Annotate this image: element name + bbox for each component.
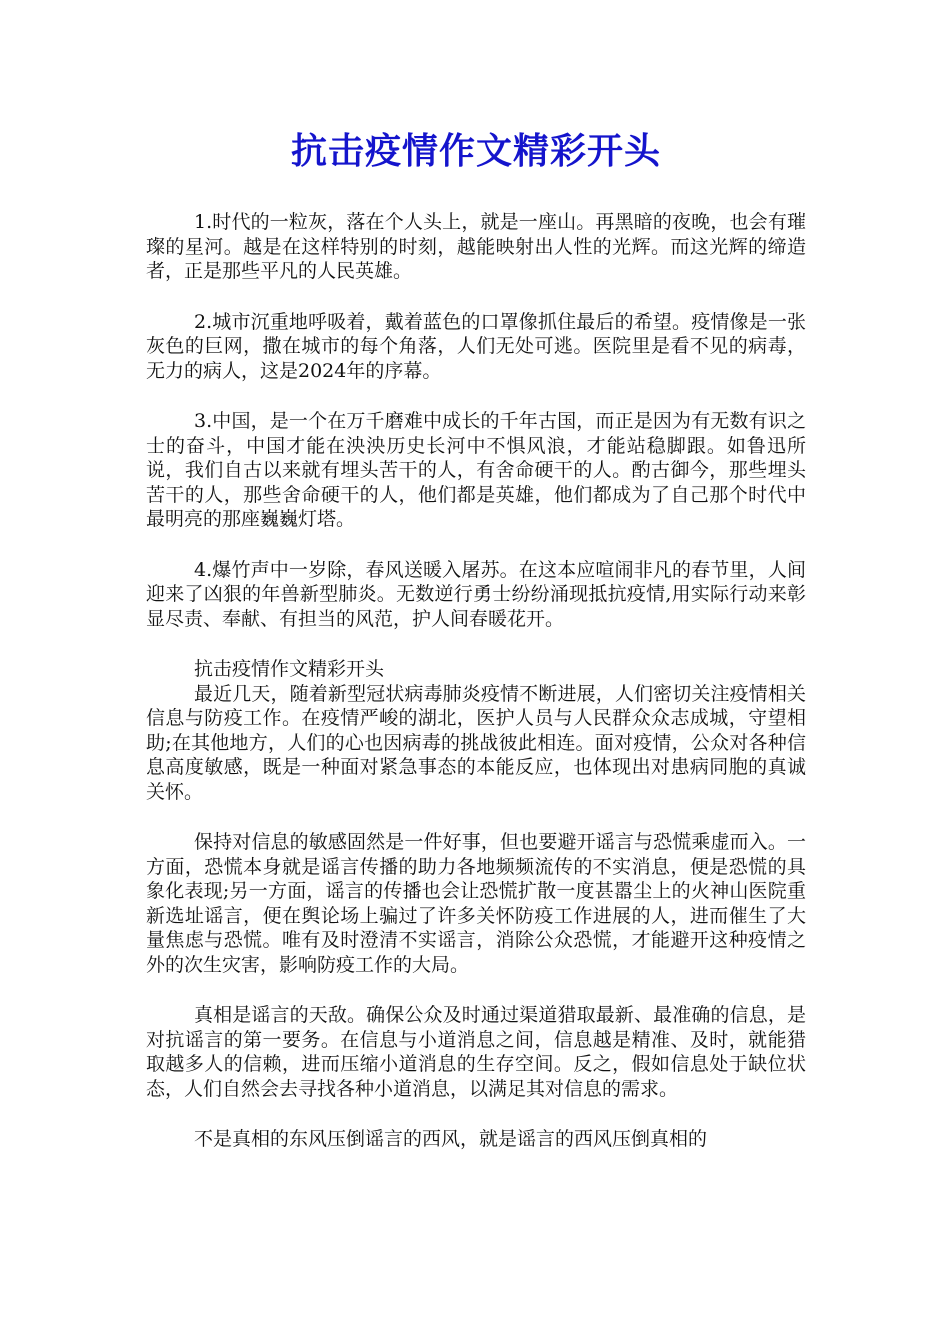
body-paragraph-2: 保持对信息的敏感固然是一件好事，但也要避开谣言与恐慌乘虚而入。一方面，恐慌本身就是谣言传播的助力各地频频流传的不实消息，便是恐慌的具象化表现;另一方面，谣言的传播也会让恐慌扩散一度甚嚣尘上的火神山医院重新选址谣言，便在舆论场上骗过了许多关怀防疫工作进展的人，进而催生了大量焦虑与恐慌。唯有及时澄清不实谣言，消除公众恐慌，才能避开这种疫情之外的次生灾害，影响防疫工作的大局。 xyxy=(146,831,806,976)
paragraph-1: 1.时代的一粒灰，落在个人头上，就是一座山。再黑暗的夜晚，也会有璀璨的星河。越是在这样特别的时刻，越能映射出人性的光辉。而这光辉的缔造者，正是那些平凡的人民英雄。 xyxy=(146,211,806,282)
document-page xyxy=(146,120,806,1178)
paragraph-2: 2.城市沉重地呼吸着，戴着蓝色的口罩像抓住最后的希望。疫情像是一张灰色的巨网，撒在城市的每个角落，人们无处可逃。医院里是看不见的病毒，无力的病人，这是2024年的序幕。 xyxy=(146,310,806,382)
section-subheading: 抗击疫情作文精彩开头 xyxy=(194,658,385,680)
paragraph-3: 3.中国，是一个在万千磨难中成长的千年古国，而正是因为有无数有识之士的奋斗，中国才能在泱泱历史长河中不惧风浪，才能站稳脚跟。如鲁迅所说，我们自古以来就有埋头苦干的人，有舍命硬干的人。酌古御今，那些埋头苦干的人，那些舍命硬干的人，他们都是英雄，他们都成为了自己那个时代中最明亮的那座巍巍灯塔。 xyxy=(146,410,806,530)
document-title: 抗击疫情作文精彩开头 xyxy=(290,130,661,172)
paragraph-4: 4.爆竹声中一岁除，春风送暖入屠苏。在这本应喧闹非凡的春节里，人间迎来了凶狠的年兽新型肺炎。无数逆行勇士纷纷涌现抵抗疫情,用实际行动来彰显尽责、奉献、有担当的风范，护人间春暖花开。 xyxy=(146,558,806,630)
body-paragraph-4: 不是真相的东风压倒谣言的西风，就是谣言的西风压倒真相的 xyxy=(194,1128,708,1150)
body-paragraph-3: 真相是谣言的天敌。确保公众及时通过渠道猎取最新、最准确的信息，是对抗谣言的第一要务。在信息与小道消息之间，信息越是精准、及时，就能猎取越多人的信赖，进而压缩小道消息的生存空间。反之，假如信息处于缺位状态，人们自然会去寻找各种小道消息，以满足其对信息的需求。 xyxy=(146,1004,806,1100)
body-paragraph-1: 最近几天，随着新型冠状病毒肺炎疫情不断进展，人们密切关注疫情相关信息与防疫工作。在疫情严峻的湖北，医护人员与人民群众众志成城，守望相助;在其他地方，人们的心也因病毒的挑战彼此相连。面对疫情，公众对各种信息高度敏感，既是一种面对紧急事态的本能反应，也体现出对患病同胞的真诚关怀。 xyxy=(146,682,806,803)
